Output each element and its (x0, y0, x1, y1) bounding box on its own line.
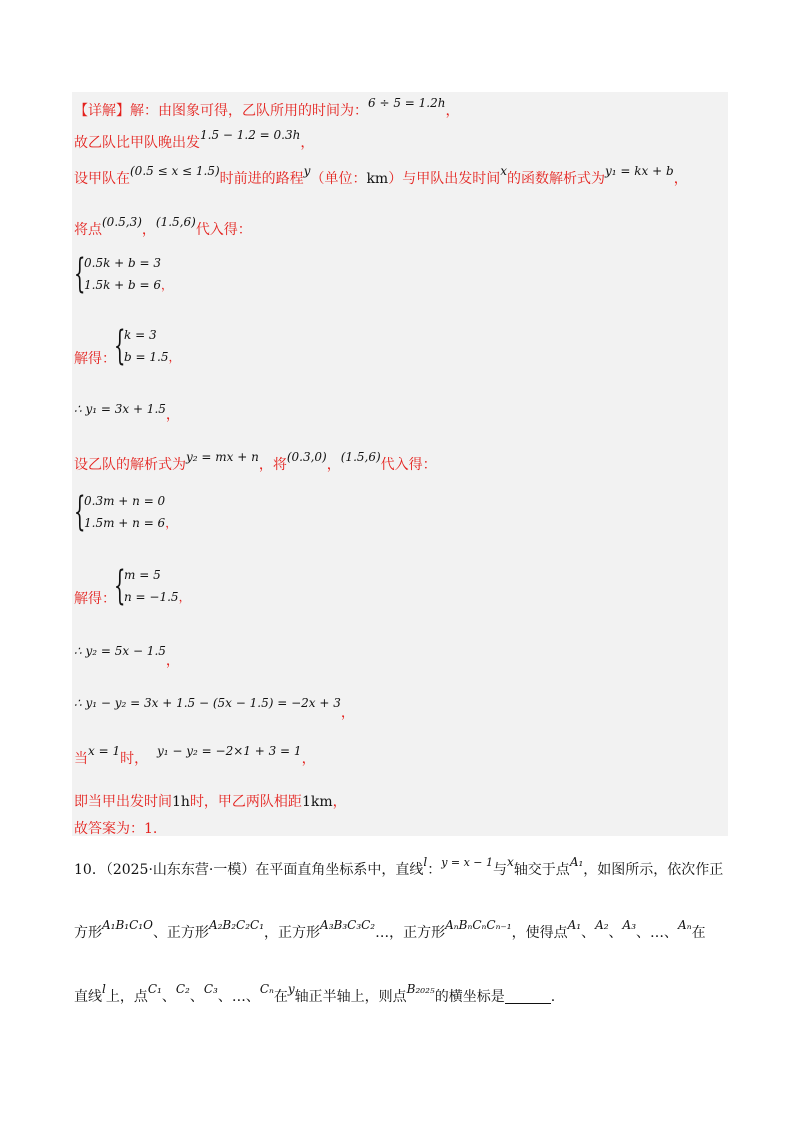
text: ： (427, 862, 442, 878)
text: 轴正半轴上，则点 (294, 989, 407, 1005)
math: A₃B₃C₃C₂ (320, 918, 376, 932)
text: 时，甲乙两队相距 (189, 794, 302, 810)
solution-line-7 (74, 791, 347, 811)
math: A₂B₂C₂C₁ (208, 918, 265, 932)
math: 1km (301, 794, 333, 810)
answer-blank[interactable] (505, 989, 551, 1004)
text: 解得： (74, 591, 116, 607)
math: 1h (172, 794, 190, 810)
math: AₙBₙCₙCₙ₋₁ (445, 918, 512, 932)
text: 在 (273, 989, 288, 1005)
math: A₂ (595, 918, 609, 932)
equation-system-1 (74, 252, 173, 296)
text: ， (161, 278, 174, 292)
text: 设甲队在 (74, 171, 130, 187)
text: 在 (691, 925, 706, 941)
text: 与 (493, 862, 508, 878)
text: 、 (608, 925, 623, 941)
equation: 0.3m + n = 0 (84, 494, 166, 508)
equation: m = 5 (124, 568, 161, 582)
math: x = 1 (88, 744, 121, 758)
text: 、 (189, 989, 204, 1005)
text: . (550, 989, 556, 1005)
text: 的横坐标是 (434, 989, 505, 1005)
math: (0.5,3) (102, 215, 142, 229)
math: l (102, 982, 106, 996)
brace-icon: { (114, 323, 126, 369)
math: A₁ (567, 918, 582, 932)
text: 设乙队的解析式为 (74, 457, 186, 473)
equation: 1.5m + n = 6 (84, 516, 166, 530)
text: 的函数解析式为 (507, 171, 605, 187)
math: x (500, 164, 507, 178)
solution-line-5 (74, 450, 437, 474)
equation: 0.5k + b = 3 (84, 256, 162, 270)
text: 、…、 (217, 989, 260, 1005)
text: 10．（2025·山东东营·一模）在平面直角坐标系中，直线 (74, 862, 424, 878)
brace-icon: { (74, 251, 86, 297)
equation: 1.5k + b = 6 (84, 278, 162, 292)
text: 【详解】解：由图象可得，乙队所用的时间为： (74, 103, 368, 119)
equation-system-2 (114, 324, 180, 368)
text: 、正方形 (152, 925, 209, 941)
math: Aₙ (678, 918, 692, 932)
text: ， (141, 222, 156, 238)
equation: n = −1.5 (124, 590, 179, 604)
text: 上，点 (105, 989, 148, 1005)
math: y (287, 982, 295, 996)
text: ， (165, 653, 180, 669)
text: ， (300, 135, 315, 151)
text: （单位： (310, 171, 367, 187)
math: y = x − 1 (441, 856, 494, 869)
text: 故乙队比甲队晚出发 (74, 135, 200, 151)
question-line-2 (74, 918, 706, 942)
equation-system-3 (74, 490, 177, 534)
math: Cₙ (259, 982, 274, 996)
text: 直线 (74, 989, 102, 1005)
equation: k = 3 (124, 328, 157, 342)
text: …，正方形 (375, 925, 446, 941)
text: ， (301, 751, 316, 767)
text: ， (332, 794, 347, 810)
equation: b = 1.5 (124, 350, 169, 364)
brace-icon: { (74, 489, 86, 535)
math: ∴ y₁ − y₂ = 3x + 1.5 − (5x − 1.5) = −2x + 3 (74, 696, 341, 710)
text: 即当甲出发时间 (74, 794, 172, 810)
text: 、 (581, 925, 596, 941)
text: ，使得点 (511, 925, 568, 941)
text: 当 (74, 751, 88, 767)
text: ，正方形 (264, 925, 321, 941)
text: ，将 (258, 457, 287, 473)
math: (0.3,0) (286, 450, 327, 464)
text: ， (168, 350, 181, 364)
math: C₂ (175, 982, 190, 996)
text: 时， (120, 751, 149, 767)
text: 轴交于点 (513, 862, 570, 878)
math: 6 ÷ 5 = 1.2h (368, 96, 446, 110)
text: 方形 (74, 925, 102, 941)
text: 、…、 (636, 925, 679, 941)
text: ， (340, 705, 355, 721)
math: x (507, 855, 514, 869)
equation-system-4 (114, 564, 191, 608)
math: (0.5 ≤ x ≤ 1.5) (130, 164, 220, 178)
solution-line-1 (74, 96, 460, 120)
math: A₃ (622, 918, 637, 932)
unit: km (366, 171, 389, 187)
solution-line-4 (74, 215, 252, 239)
math: l (423, 855, 428, 869)
math: 1.5 − 1.2 = 0.3h (200, 128, 301, 142)
math: y (303, 164, 311, 178)
math: C₃ (203, 982, 218, 996)
text: 、 (161, 989, 176, 1005)
solution-line-8 (74, 818, 157, 838)
solution-line-3 (74, 164, 688, 188)
solution-line-2 (74, 128, 315, 152)
therefore-line-2 (74, 640, 180, 669)
math: B₂₀₂₅ (406, 982, 435, 996)
math: (1.5,6) (155, 215, 196, 229)
solve-label-1 (74, 348, 116, 368)
therefore-line-1 (74, 398, 180, 423)
math: y₁ = kx + b (605, 164, 674, 178)
solve-label-2 (74, 588, 116, 608)
question-line-1 (74, 855, 724, 879)
text: 代入得： (380, 457, 437, 473)
math: y₂ = mx + n (186, 450, 259, 464)
question-line-3 (74, 982, 556, 1006)
math: (1.5,6) (340, 450, 381, 464)
text: 解得： (74, 351, 116, 367)
text: ， (165, 516, 178, 530)
brace-icon: { (114, 563, 126, 609)
therefore-line-3 (74, 692, 355, 721)
math: ∴ y₁ = 3x + 1.5 (74, 402, 166, 416)
text: ， (165, 407, 180, 423)
math: A₁ (569, 855, 584, 869)
math: y₁ − y₂ = −2×1 + 3 = 1 (157, 744, 302, 758)
text: ）与甲队出发时间 (388, 171, 501, 187)
answer-text: 故答案为：1. (74, 821, 158, 837)
text: ， (445, 103, 460, 119)
text: ，如图所示，依次作正 (583, 862, 724, 878)
text: ， (178, 590, 191, 604)
text: ， (326, 457, 341, 473)
solution-line-6 (74, 744, 316, 768)
math: A₁B₁C₁O (102, 918, 153, 932)
math: C₁ (147, 982, 162, 996)
text: ， (673, 171, 688, 187)
math: ∴ y₂ = 5x − 1.5 (74, 644, 166, 658)
text: 代入得： (195, 222, 252, 238)
text: 时前进的路程 (219, 171, 304, 187)
text: 将点 (74, 222, 102, 238)
